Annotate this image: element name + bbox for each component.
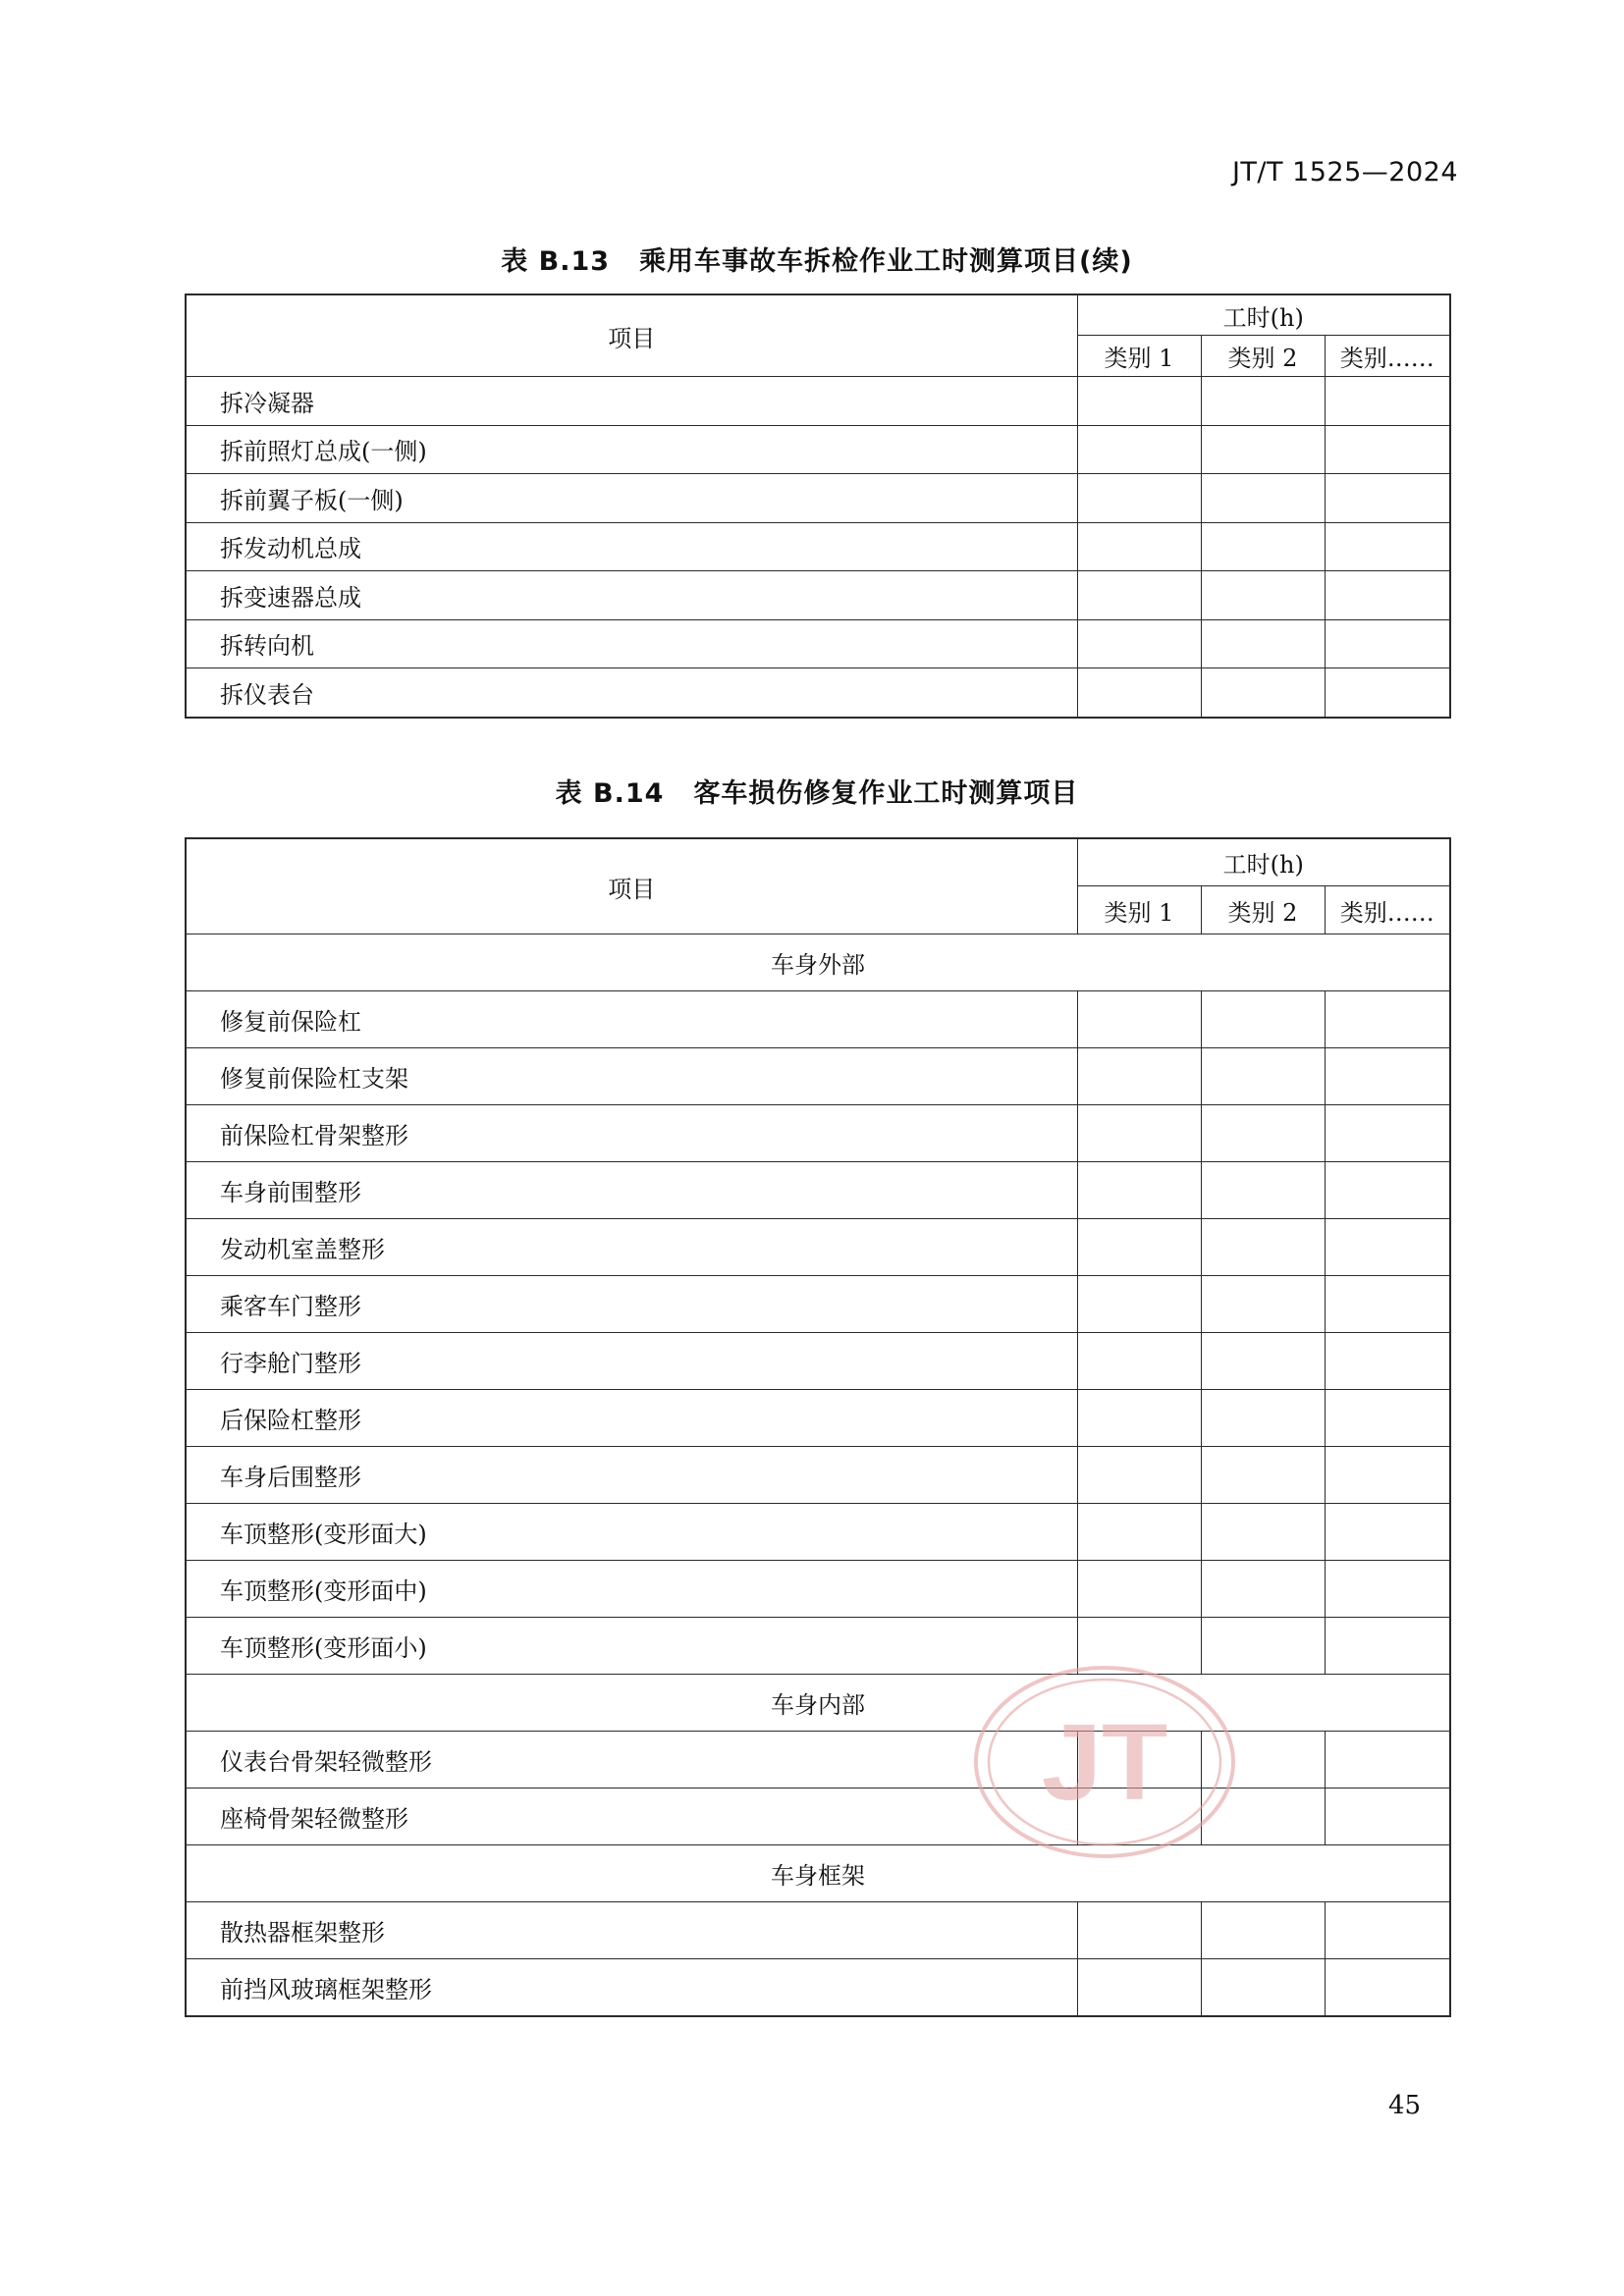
table-b14-number: 表 B.14 <box>555 778 665 809</box>
hours-category-1 <box>1077 1390 1201 1447</box>
table-row <box>186 1959 1450 2017</box>
table-row <box>186 1504 1450 1561</box>
standard-code: JT/T 1525—2024 <box>1231 157 1458 187</box>
item-name: 车顶整形(变形面中) <box>186 1561 1077 1618</box>
hours-category-1 <box>1077 1618 1201 1675</box>
table-row <box>186 1219 1450 1276</box>
hours-category-more <box>1325 1618 1450 1675</box>
hours-category-1 <box>1077 1561 1201 1618</box>
page-number: 45 <box>1388 2091 1422 2120</box>
hours-category-more <box>1325 522 1450 571</box>
header-item: 项目 <box>186 838 1077 934</box>
hours-category-2 <box>1201 1504 1325 1561</box>
hours-category-1 <box>1077 522 1201 571</box>
hours-category-more <box>1325 571 1450 620</box>
hours-category-1 <box>1077 474 1201 523</box>
table-row <box>186 1618 1450 1675</box>
hours-category-2 <box>1201 522 1325 571</box>
hours-category-1 <box>1077 668 1201 718</box>
hours-category-2 <box>1201 1618 1325 1675</box>
table-b13-title <box>185 240 1449 278</box>
hours-category-2 <box>1201 1732 1325 1789</box>
hours-category-2 <box>1201 1561 1325 1618</box>
hours-category-2 <box>1201 1959 1325 2017</box>
hours-category-1 <box>1077 1276 1201 1333</box>
header-work-hours: 工时(h) <box>1077 294 1450 336</box>
hours-category-more <box>1325 1789 1450 1845</box>
hours-category-more <box>1325 1959 1450 2017</box>
hours-category-1 <box>1077 1902 1201 1959</box>
header-category-more: 类别…… <box>1325 336 1450 377</box>
hours-category-more <box>1325 1219 1450 1276</box>
header-category-2: 类别 2 <box>1201 886 1325 934</box>
hours-category-more <box>1325 1504 1450 1561</box>
hours-category-1 <box>1077 991 1201 1048</box>
item-name: 前保险杠骨架整形 <box>186 1105 1077 1162</box>
hours-category-more <box>1325 668 1450 718</box>
hours-category-1 <box>1077 571 1201 620</box>
table-row <box>186 1162 1450 1219</box>
table-row <box>186 619 1450 668</box>
table-row <box>186 668 1450 718</box>
table-row <box>186 1105 1450 1162</box>
header-item: 项目 <box>186 294 1077 377</box>
table-row <box>186 1732 1450 1789</box>
section-heading: 车身框架 <box>186 1845 1450 1902</box>
hours-category-1 <box>1077 1162 1201 1219</box>
hours-category-1 <box>1077 619 1201 668</box>
hours-category-2 <box>1201 1219 1325 1276</box>
table-row <box>186 1048 1450 1105</box>
hours-category-2 <box>1201 1276 1325 1333</box>
hours-category-more <box>1325 1048 1450 1105</box>
hours-category-1 <box>1077 377 1201 426</box>
hours-category-more <box>1325 377 1450 426</box>
hours-category-more <box>1325 619 1450 668</box>
item-name: 修复前保险杠 <box>186 991 1077 1048</box>
hours-category-more <box>1325 425 1450 474</box>
hours-category-more <box>1325 1333 1450 1390</box>
table-b14-title <box>185 772 1449 810</box>
table-row <box>186 571 1450 620</box>
item-name: 拆变速器总成 <box>186 571 1077 620</box>
hours-category-2 <box>1201 668 1325 718</box>
table-row <box>186 1390 1450 1447</box>
hours-category-2 <box>1201 1105 1325 1162</box>
header-category-more: 类别…… <box>1325 886 1450 934</box>
table-row <box>186 1333 1450 1390</box>
hours-category-2 <box>1201 619 1325 668</box>
hours-category-more <box>1325 474 1450 523</box>
table-b13-number: 表 B.13 <box>501 246 611 277</box>
hours-category-1 <box>1077 1105 1201 1162</box>
hours-category-more <box>1325 1732 1450 1789</box>
table-row <box>186 991 1450 1048</box>
item-name: 拆前翼子板(一侧) <box>186 474 1077 523</box>
hours-category-more <box>1325 1105 1450 1162</box>
item-name: 行李舱门整形 <box>186 1333 1077 1390</box>
hours-category-more <box>1325 1561 1450 1618</box>
table-row <box>186 1276 1450 1333</box>
item-name: 乘客车门整形 <box>186 1276 1077 1333</box>
table-row <box>186 377 1450 426</box>
hours-category-2 <box>1201 1162 1325 1219</box>
item-name: 拆转向机 <box>186 619 1077 668</box>
hours-category-more <box>1325 1447 1450 1504</box>
hours-category-2 <box>1201 425 1325 474</box>
hours-category-2 <box>1201 1447 1325 1504</box>
hours-category-2 <box>1201 1789 1325 1845</box>
hours-category-more <box>1325 991 1450 1048</box>
hours-category-2 <box>1201 377 1325 426</box>
hours-category-2 <box>1201 1902 1325 1959</box>
table-row <box>186 1561 1450 1618</box>
item-name: 拆前照灯总成(一侧) <box>186 425 1077 474</box>
hours-category-2 <box>1201 1048 1325 1105</box>
item-name: 车顶整形(变形面小) <box>186 1618 1077 1675</box>
item-name: 散热器框架整形 <box>186 1902 1077 1959</box>
hours-category-1 <box>1077 1219 1201 1276</box>
table-row <box>186 474 1450 523</box>
hours-category-1 <box>1077 1732 1201 1789</box>
table-row <box>186 1789 1450 1845</box>
hours-category-2 <box>1201 1333 1325 1390</box>
table-b13-caption: 乘用车事故车拆检作业工时测算项目(续) <box>639 246 1133 277</box>
hours-category-more <box>1325 1902 1450 1959</box>
item-name: 车身后围整形 <box>186 1447 1077 1504</box>
table-row <box>186 522 1450 571</box>
table-row <box>186 1902 1450 1959</box>
table-row <box>186 1447 1450 1504</box>
hours-category-1 <box>1077 1048 1201 1105</box>
header-category-2: 类别 2 <box>1201 336 1325 377</box>
hours-category-2 <box>1201 571 1325 620</box>
hours-category-more <box>1325 1390 1450 1447</box>
hours-category-2 <box>1201 991 1325 1048</box>
hours-category-1 <box>1077 1789 1201 1845</box>
hours-category-1 <box>1077 1959 1201 2017</box>
section-row <box>186 934 1450 991</box>
header-category-1: 类别 1 <box>1077 336 1201 377</box>
hours-category-1 <box>1077 1447 1201 1504</box>
header-work-hours: 工时(h) <box>1077 838 1450 886</box>
hours-category-more <box>1325 1276 1450 1333</box>
section-row <box>186 1845 1450 1902</box>
item-name: 发动机室盖整形 <box>186 1219 1077 1276</box>
item-name: 修复前保险杠支架 <box>186 1048 1077 1105</box>
hours-category-2 <box>1201 1390 1325 1447</box>
table-b14 <box>185 837 1451 2017</box>
hours-category-2 <box>1201 474 1325 523</box>
hours-category-more <box>1325 1162 1450 1219</box>
item-name: 座椅骨架轻微整形 <box>186 1789 1077 1845</box>
item-name: 拆发动机总成 <box>186 522 1077 571</box>
header-category-1: 类别 1 <box>1077 886 1201 934</box>
item-name: 车顶整形(变形面大) <box>186 1504 1077 1561</box>
section-row <box>186 1675 1450 1732</box>
table-b14-caption: 客车损伤修复作业工时测算项目 <box>693 778 1079 809</box>
item-name: 拆冷凝器 <box>186 377 1077 426</box>
section-heading: 车身外部 <box>186 934 1450 991</box>
section-heading: 车身内部 <box>186 1675 1450 1732</box>
item-name: 拆仪表台 <box>186 668 1077 718</box>
table-b13 <box>185 294 1451 719</box>
item-name: 前挡风玻璃框架整形 <box>186 1959 1077 2017</box>
hours-category-1 <box>1077 1333 1201 1390</box>
seal-letters: JT <box>1041 1702 1168 1823</box>
table-row <box>186 425 1450 474</box>
item-name: 后保险杠整形 <box>186 1390 1077 1447</box>
hours-category-1 <box>1077 1504 1201 1561</box>
item-name: 仪表台骨架轻微整形 <box>186 1732 1077 1789</box>
item-name: 车身前围整形 <box>186 1162 1077 1219</box>
hours-category-1 <box>1077 425 1201 474</box>
